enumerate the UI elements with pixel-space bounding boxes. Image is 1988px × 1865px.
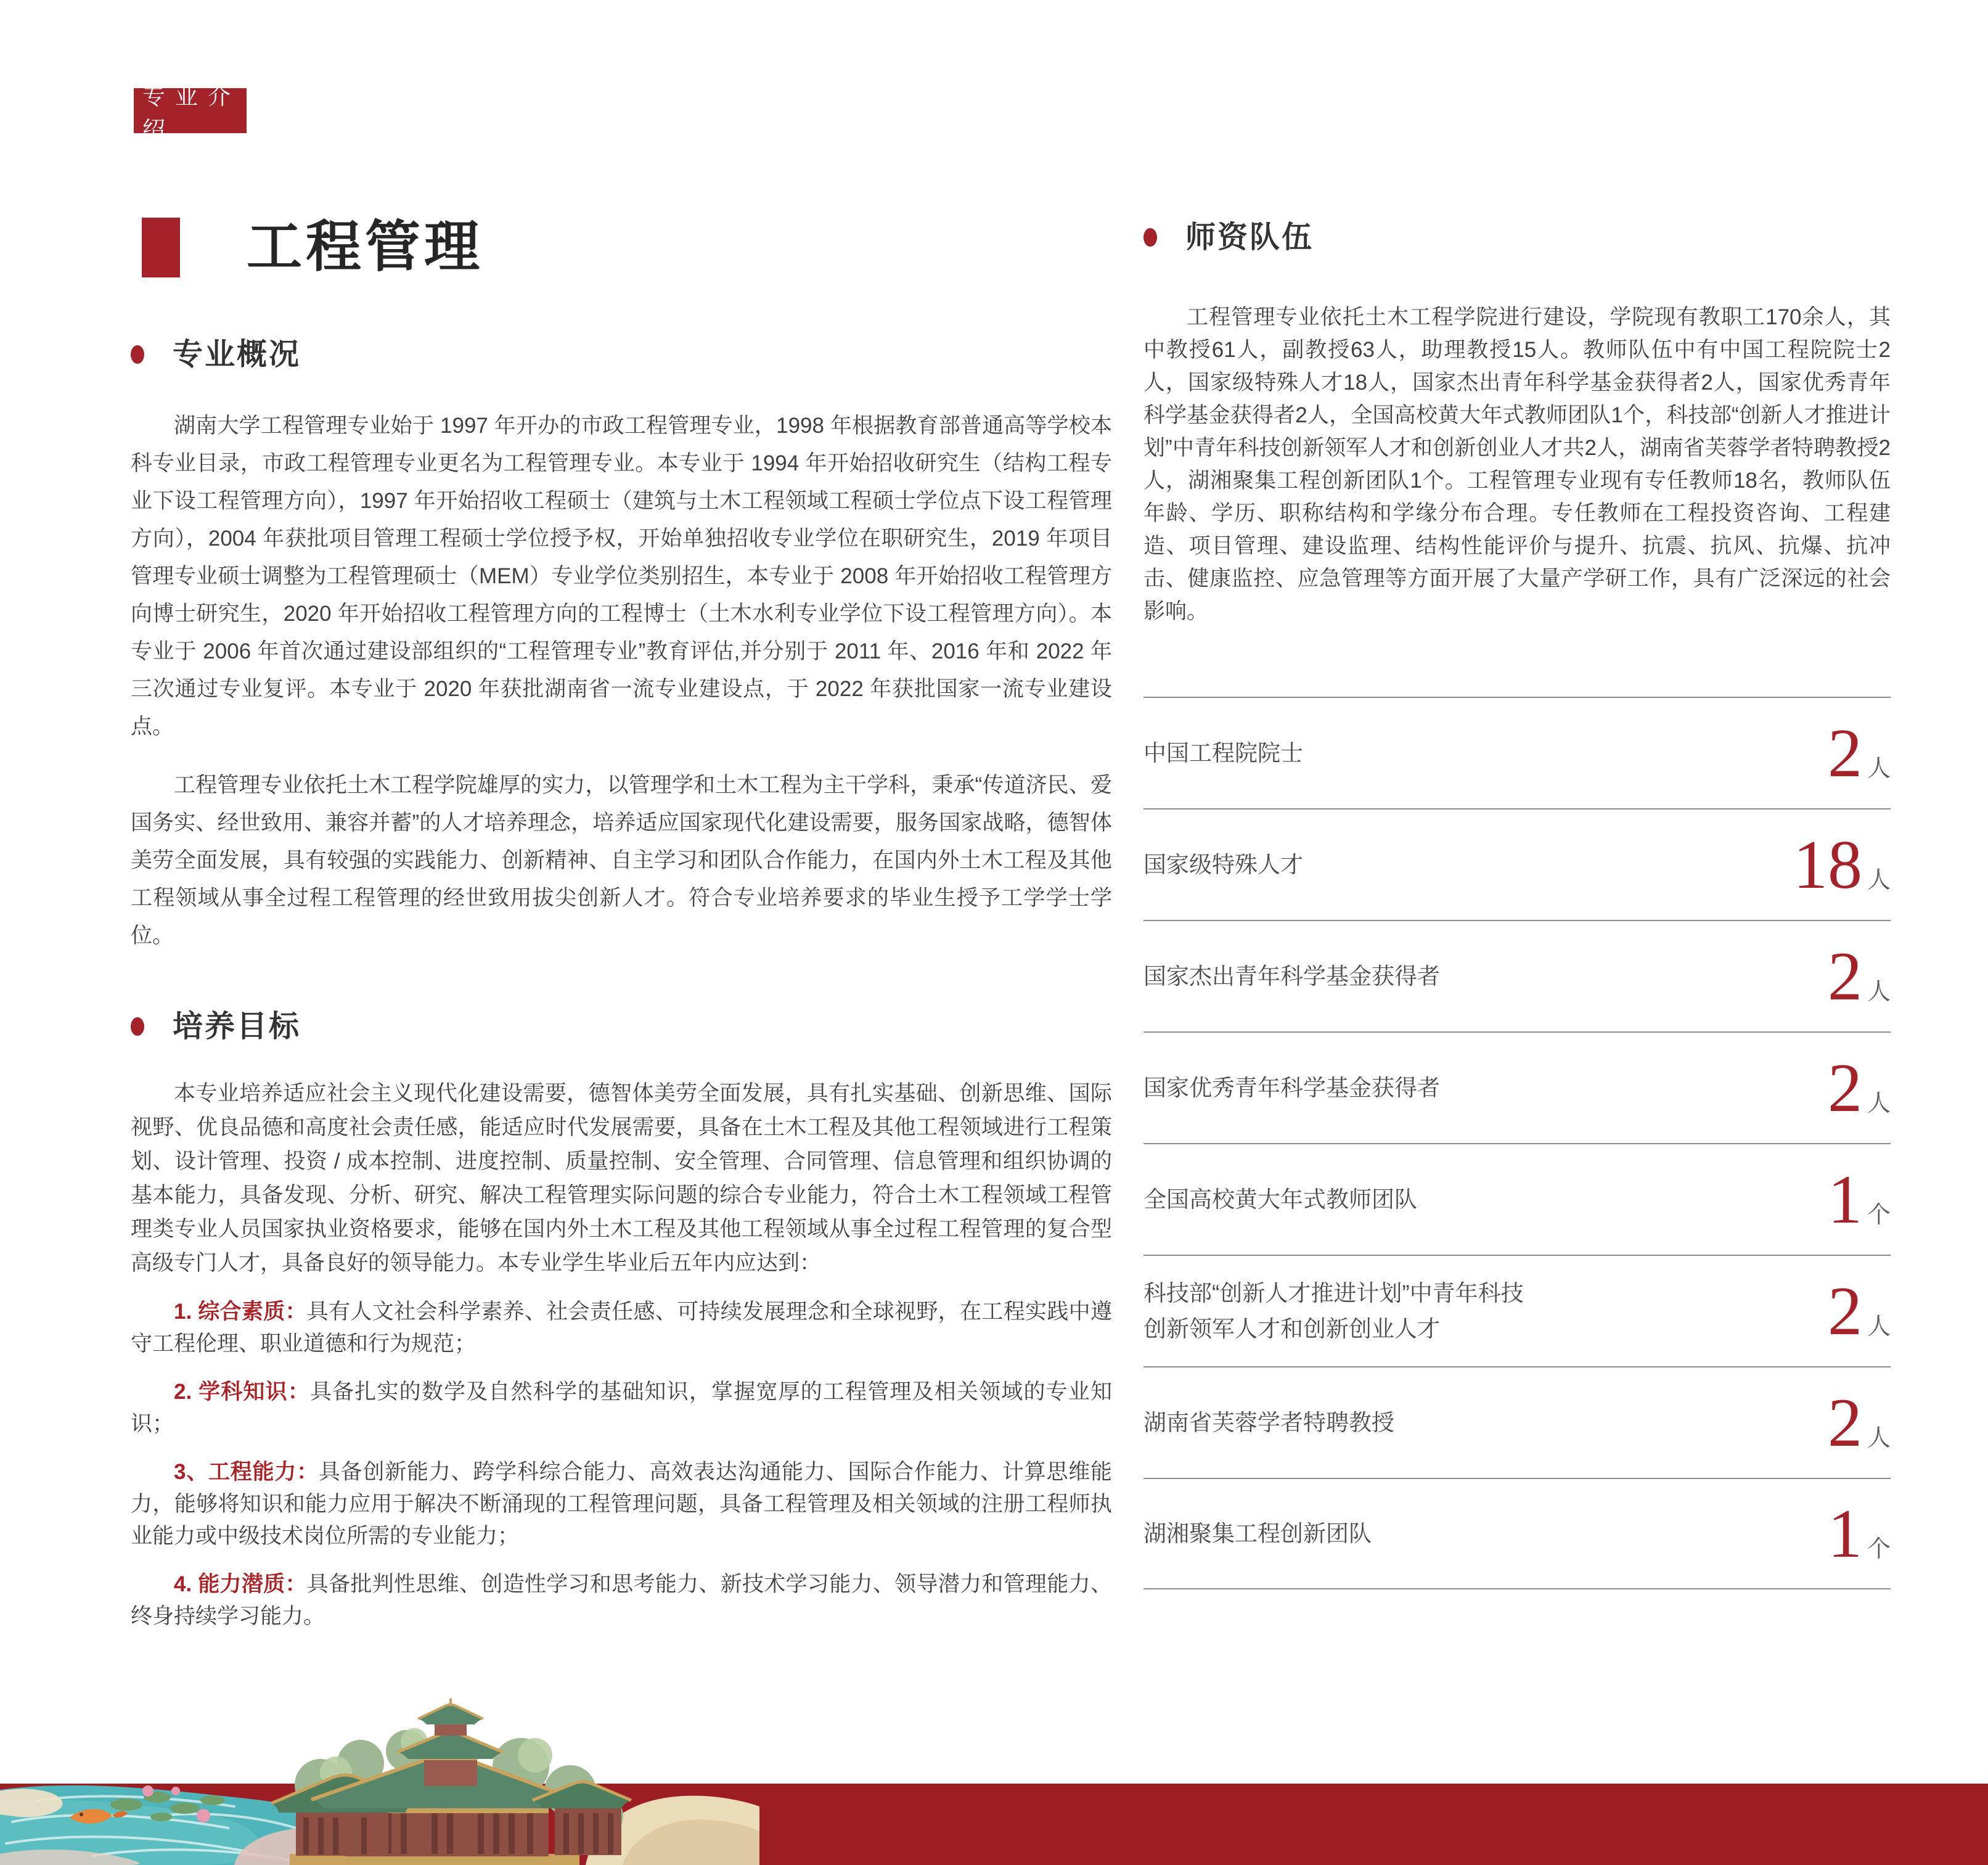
stat-label (1143, 1182, 1417, 1218)
stat-value: 2 (1827, 1384, 1862, 1461)
section-overview-title: 专业概况 (173, 338, 301, 371)
goal-item-1-text: 具有人文社会科学素养、社会责任感、可持续发展理念和全球视野，在工程实践中遵守工程伦理、职业道德和行为规范； (131, 1300, 1112, 1356)
page-title: 工程管理 (247, 216, 483, 278)
section-goals-title: 培养目标 (173, 1010, 301, 1043)
stat-row (1143, 697, 1891, 808)
bullet-icon (131, 1017, 144, 1036)
goal-item-2 (131, 1376, 1112, 1440)
stat-number (1827, 938, 1891, 1015)
pavilion-illustration (0, 1699, 759, 1865)
stat-row (1143, 1255, 1891, 1366)
goal-item-1-label: 1. 综合素质： (174, 1300, 307, 1324)
stat-row (1143, 1031, 1891, 1143)
stat-label (1143, 1516, 1372, 1552)
stat-label-line: 科技部“创新人才推进计划”中青年科技 (1143, 1280, 1524, 1306)
stat-unit: 人 (1867, 755, 1891, 782)
stat-unit: 人 (1867, 978, 1891, 1005)
stat-row (1143, 920, 1891, 1031)
stat-label-line: 湖湘聚集工程创新团队 (1143, 1520, 1372, 1546)
section-faculty-head (1143, 216, 1891, 259)
stat-unit: 人 (1867, 1313, 1891, 1340)
stat-number (1827, 1495, 1891, 1572)
goal-item-4-text: 具备批判性思维、创造性学习和思考能力、新技术学习能力、领导潜力和管理能力、终身持续学习能力。 (131, 1572, 1112, 1628)
stat-label-line: 湖南省芙蓉学者特聘教授 (1143, 1409, 1394, 1435)
stat-unit: 个 (1867, 1202, 1891, 1228)
goal-item-3-label: 3、工程能力： (174, 1460, 319, 1484)
stat-label (1143, 1070, 1440, 1106)
stat-label (1143, 736, 1303, 771)
stat-value: 2 (1827, 715, 1862, 792)
goal-item-2-text: 具备扎实的数学及自然科学的基础知识，掌握宽厚的工程管理及相关领域的专业知识； (131, 1380, 1112, 1436)
stat-row (1143, 1478, 1891, 1589)
stat-label (1143, 959, 1440, 994)
stat-unit: 个 (1867, 1536, 1891, 1562)
goal-item-4-label: 4. 能力潜质： (174, 1572, 307, 1596)
stat-label-line: 全国高校黄大年式教师团队 (1143, 1186, 1417, 1212)
title-marker (142, 218, 180, 277)
stat-label-line: 国家优秀青年科学基金获得者 (1143, 1075, 1440, 1101)
stat-number (1827, 1273, 1891, 1350)
stat-unit: 人 (1867, 1090, 1891, 1117)
section-overview-head (131, 333, 1112, 376)
stat-value: 2 (1827, 1049, 1862, 1126)
goals-intro-paragraph: 本专业培养适应社会主义现代化建设需要，德智体美劳全面发展，具有扎实基础、创新思维、国际视野、优良品德和高度社会责任感，能适应时代发展需要，具备在土木工程及其他工程领域进行工程策划、设计管理、投资 / 成本控制、进度控制、质量控制、安全管理、合同管理、信息管理和组织协调的基本能力，具备发现、分析、研究、解决工程管理实际问题的综合专业能力，符合土木工程领域工程管理类专业人员国家执业资格要求，能够在国内外土木工程及其他工程领域从事全过程工程管理的复合型高级专门人才，具备良好的领导能力。本专业学生毕业后五年内应达到： (131, 1081, 1112, 1275)
stat-label (1143, 1276, 1524, 1347)
bullet-icon (131, 345, 144, 364)
stat-row (1143, 808, 1891, 920)
faculty-stats-table (1143, 697, 1891, 1589)
stat-label-line: 中国工程院院士 (1143, 740, 1303, 766)
stat-number (1793, 826, 1891, 903)
stat-label-line: 创新领军人才和创新创业人才 (1143, 1316, 1440, 1342)
stat-label-line: 国家级特殊人才 (1143, 851, 1303, 877)
stat-row (1143, 1366, 1891, 1478)
stat-value: 1 (1827, 1495, 1862, 1572)
stat-value: 2 (1827, 938, 1862, 1015)
stat-unit: 人 (1867, 867, 1891, 893)
overview-paragraph-1: 湖南大学工程管理专业始于 1997 年开办的市政工程管理专业，1998 年根据教育部普通高等学校本科专业目录，市政工程管理专业更名为工程管理专业。本专业于 1994 年开始招收研究生（结构工程专业下设工程管理方向），1997 年开始招收工程硕士（建筑与土木工程领域工程硕士学位点下设工程管理方向），2004 年获批项目管理工程硕士学位授予权，开始单独招收专业学位在职研究生，2019 年项目管理专业硕士调整为工程管理硕士（MEM）专业学位类别招生，本专业于 2008 年开始招收工程管理方向博士研究生，2020 年开始招收工程管理方向的工程博士（土木水利专业学位下设工程管理方向）。本专业于 2006 年首次通过建设部组织的“工程管理专业”教育评估,并分别于 2011 年、2016 年和 2022 年三次通过专业复评。本专业于 2020 年获批湖南省一流专业建设点，于 2022 年获批国家一流专业建设点。 (131, 414, 1112, 739)
stat-unit: 人 (1867, 1425, 1891, 1451)
stat-label (1143, 847, 1303, 883)
goal-item-3 (131, 1456, 1112, 1552)
section-faculty-title: 师资队伍 (1185, 221, 1314, 254)
stat-number (1827, 1049, 1891, 1126)
bullet-icon (1143, 228, 1157, 247)
title-block (142, 218, 483, 277)
stat-number (1827, 715, 1891, 792)
goal-item-2-label: 2. 学科知识： (174, 1380, 310, 1404)
right-column (1143, 216, 1891, 1589)
stat-number (1827, 1384, 1891, 1461)
goal-item-4 (131, 1568, 1112, 1633)
stat-value: 1 (1827, 1161, 1862, 1238)
section-goals-head (131, 1005, 1112, 1048)
goal-item-3-text: 具备创新能力、跨学科综合能力、高效表达沟通能力、国际合作能力、计算思维能力，能够将知识和能力应用于解决不断涌现的工程管理问题，具备工程管理及相关领域的注册工程师执业能力或中级技术岗位所需的专业能力； (131, 1460, 1112, 1548)
goal-item-1 (131, 1296, 1112, 1360)
left-column (131, 333, 1112, 1633)
stat-label-line: 国家杰出青年科学基金获得者 (1143, 963, 1440, 989)
faculty-paragraph: 工程管理专业依托土木工程学院进行建设，学院现有教职工170余人，其中教授61人，副教授63人，助理教授15人。教师队伍中有中国工程院院士2人，国家级特殊人才18人，国家杰出青年科学基金获得者2人，国家优秀青年科学基金获得者2人，全国高校黄大年式教师团队1个，科技部“创新人才推进计划”中青年科技创新领军人才和创新创业人才共2人，湖南省芙蓉学者特聘教授2人，湖湘聚集工程创新团队1个。工程管理专业现有专任教师18名，教师队伍年龄、学历、职称结构和学缘分布合理。专任教师在工程投资咨询、工程建造、项目管理、建设监理、结构性能评价与提升、抗震、抗风、抗爆、抗冲击、健康监控、应急管理等方面开展了大量产学研工作，具有广泛深远的社会影响。 (1143, 305, 1891, 623)
stat-value: 2 (1827, 1273, 1862, 1350)
stat-row (1143, 1143, 1891, 1255)
stat-value: 18 (1793, 826, 1862, 903)
overview-paragraph-2: 工程管理专业依托土木工程学院雄厚的实力，以管理学和土木工程为主干学科，秉承“传道济民、爱国务实、经世致用、兼容并蓄”的人才培养理念，培养适应国家现代化建设需要，服务国家战略，德智体美劳全面发展，具有较强的实践能力、创新精神、自主学习和团队合作能力，在国内外土木工程及其他工程领域从事全过程工程管理的经世致用拔尖创新人才。符合专业培养要求的毕业生授予工学学士学位。 (131, 773, 1112, 948)
stat-number (1827, 1161, 1891, 1238)
category-badge: 专业介绍 (134, 88, 247, 133)
stat-label (1143, 1405, 1394, 1441)
